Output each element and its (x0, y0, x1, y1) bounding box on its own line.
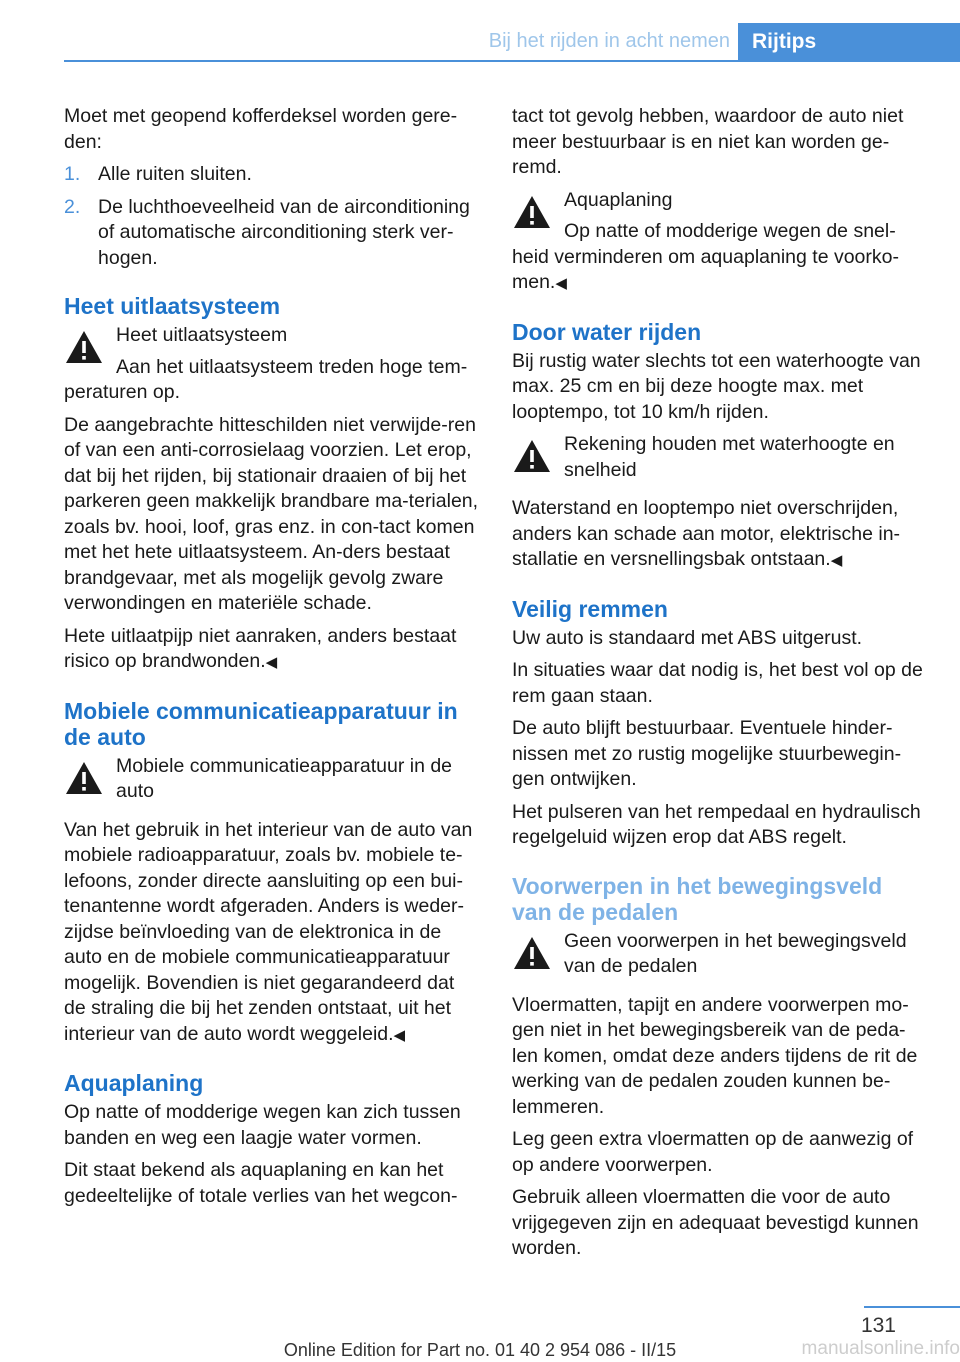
warning-triangle-icon (512, 933, 552, 973)
list-text: Alle ruiten sluiten. (98, 163, 252, 185)
paragraph: Bij rustig water slechts tot een waterhoogte van max. 25 cm en bij deze hoogte max. met looptempo, tot 10 km/h rijden. (512, 349, 921, 423)
warning-triangle-icon (512, 192, 552, 232)
warning-title: Aquaplaning (564, 188, 673, 211)
paragraph: tact tot gevolg hebben, waardoor de auto niet meer bestuurbaar is en niet kan worden ge‐remd. (512, 105, 904, 178)
warning-title: Mobiele communicatieapparatuur in de auto (116, 754, 453, 802)
warning-block (64, 323, 480, 406)
end-mark: ◀ (830, 552, 843, 569)
warning-body: Aan het uitlaatsysteem treden hoge tem‐peraturen op. (64, 355, 468, 403)
heading-exhaust: Heet uitlaatsysteem (64, 293, 281, 319)
warning-body: Waterstand en looptempo niet overschrijden, anders kan schade aan motor, elektrische in‐stallatie en versnellingsbak ontstaan.◀ (512, 497, 901, 570)
warning-block (64, 754, 480, 811)
warning-title: Heet uitlaatsysteem (116, 324, 288, 346)
footer-rule (864, 1306, 960, 1308)
paragraph: In situaties waar dat nodig is, het best vol op de rem gaan staan. (512, 659, 923, 707)
warning-title: Rekening houden met waterhoogte en snelheid (564, 433, 895, 481)
paragraph: De aangebrachte hitteschilden niet verwijde‐ren of van een anti-corrosielaag voorzien. Let erop, dat bij het rijden, bij stationair draaien of bij het parkeren geen makkelijk brandbare ma‐terialen, zoals bv. hooi, loof, gras enz. in con‐tact komen met het hete uitlaatsysteem. An‐ders bestaat brandgevaar, met als mogelijk gevolg zware verwondingen en materiële schade. (64, 413, 479, 614)
paragraph: De auto blijft bestuurbaar. Eventuele hinder‐nissen met zo rustig mogelijke stuurbewegin‐gen ontwijken. (512, 717, 902, 790)
list-item (64, 195, 480, 272)
list-number: 1. (64, 163, 81, 185)
warning-triangle-icon (64, 327, 104, 367)
paragraph: Uw auto is standaard met ABS uitgerust. (512, 626, 863, 649)
edition-footer: Online Edition for Part no. 01 40 2 954 086 - II/15 (283, 1340, 677, 1360)
intro-paragraph: Moet met geopend kofferdeksel worden gere‐den: (64, 105, 458, 153)
heading-brake: Veilig remmen (512, 595, 668, 622)
paragraph: Dit staat bekend als aquaplaning en kan het gedeeltelijke of totale verlies van het wegcon‐ (64, 1159, 458, 1207)
warning-title: Geen voorwerpen in het bewegingsveld van de pedalen (564, 929, 907, 977)
list-item (64, 162, 480, 188)
list-text: De luchthoeveelheid van de airconditioning of automatische airconditioning sterk ver‐hogen. (98, 195, 470, 269)
warning-body: Vloermatten, tapijt en andere voorwerpen mo‐gen niet in het bewegingsbereik van de peda‐len komen, omdat deze anders tijdens de rit de werking van de pedalen zouden kunnen be‐lemmeren. (512, 993, 918, 1118)
heading-pedals: Voorwerpen in het bewegingsveld van de pedalen (512, 872, 883, 925)
end-mark: ◀ (265, 654, 278, 671)
paragraph: Het pulseren van het rempedaal en hydraulisch regelgeluid wijzen erop dat ABS regelt. (512, 800, 921, 848)
steps-list (64, 162, 480, 271)
warning-triangle-icon (64, 758, 104, 798)
list-number: 2. (64, 195, 81, 218)
heading-aquaplaning: Aquaplaning (64, 1070, 204, 1096)
paragraph: Leg geen extra vloermatten op de aanwezig of op andere voorwerpen. (512, 1128, 914, 1176)
warning-body: Van het gebruik in het interieur van de auto van mobiele radioapparatuur, zoals bv. mobiele te‐lefoons, zonder directe aansluiting op een bui‐tenantenne wordt afgeraden. Anders is weder‐zijdse beïnvloeding van de elektronica in de auto en de mobiele communicatieapparatuur mogelijk. Bovendien is niet gegarandeerd dat de straling die bij het zenden ontstaat, uit het interieur van de auto wordt weggeleid.◀ (64, 818, 473, 1045)
paragraph: Hete uitlaatpijp niet aanraken, anders bestaat risico op brandwonden.◀ (64, 624, 457, 672)
warning-body: Op natte of modderige wegen de snel‐heid verminderen om aquaplaning te voorko‐men.◀ (512, 220, 899, 293)
header-rule (64, 60, 960, 62)
header-section-title: Bij het rijden in acht nemen (488, 30, 730, 52)
right-column (512, 104, 928, 1269)
warning-block (512, 188, 928, 297)
header-chapter-tab: Rijtips (738, 23, 960, 61)
end-mark: ◀ (393, 1026, 406, 1044)
warning-triangle-icon (512, 436, 552, 476)
heading-mobile: Mobiele communicatieapparatuur in de auto (64, 697, 458, 750)
warning-block (512, 929, 928, 986)
paragraph: Op natte of modderige wegen kan zich tussen banden en weg een laagje water vormen. (64, 1101, 461, 1149)
end-mark: ◀ (555, 275, 567, 292)
warning-block (512, 432, 928, 489)
page-number: 131 (860, 1314, 896, 1337)
left-column (64, 104, 480, 1216)
heading-water: Door water rijden (512, 318, 702, 345)
watermark: manualsonline.info (801, 1338, 960, 1359)
paragraph: Gebruik alleen vloermatten die voor de auto vrijgegeven zijn en adequaat bevestigd kunnen worden. (512, 1186, 919, 1259)
